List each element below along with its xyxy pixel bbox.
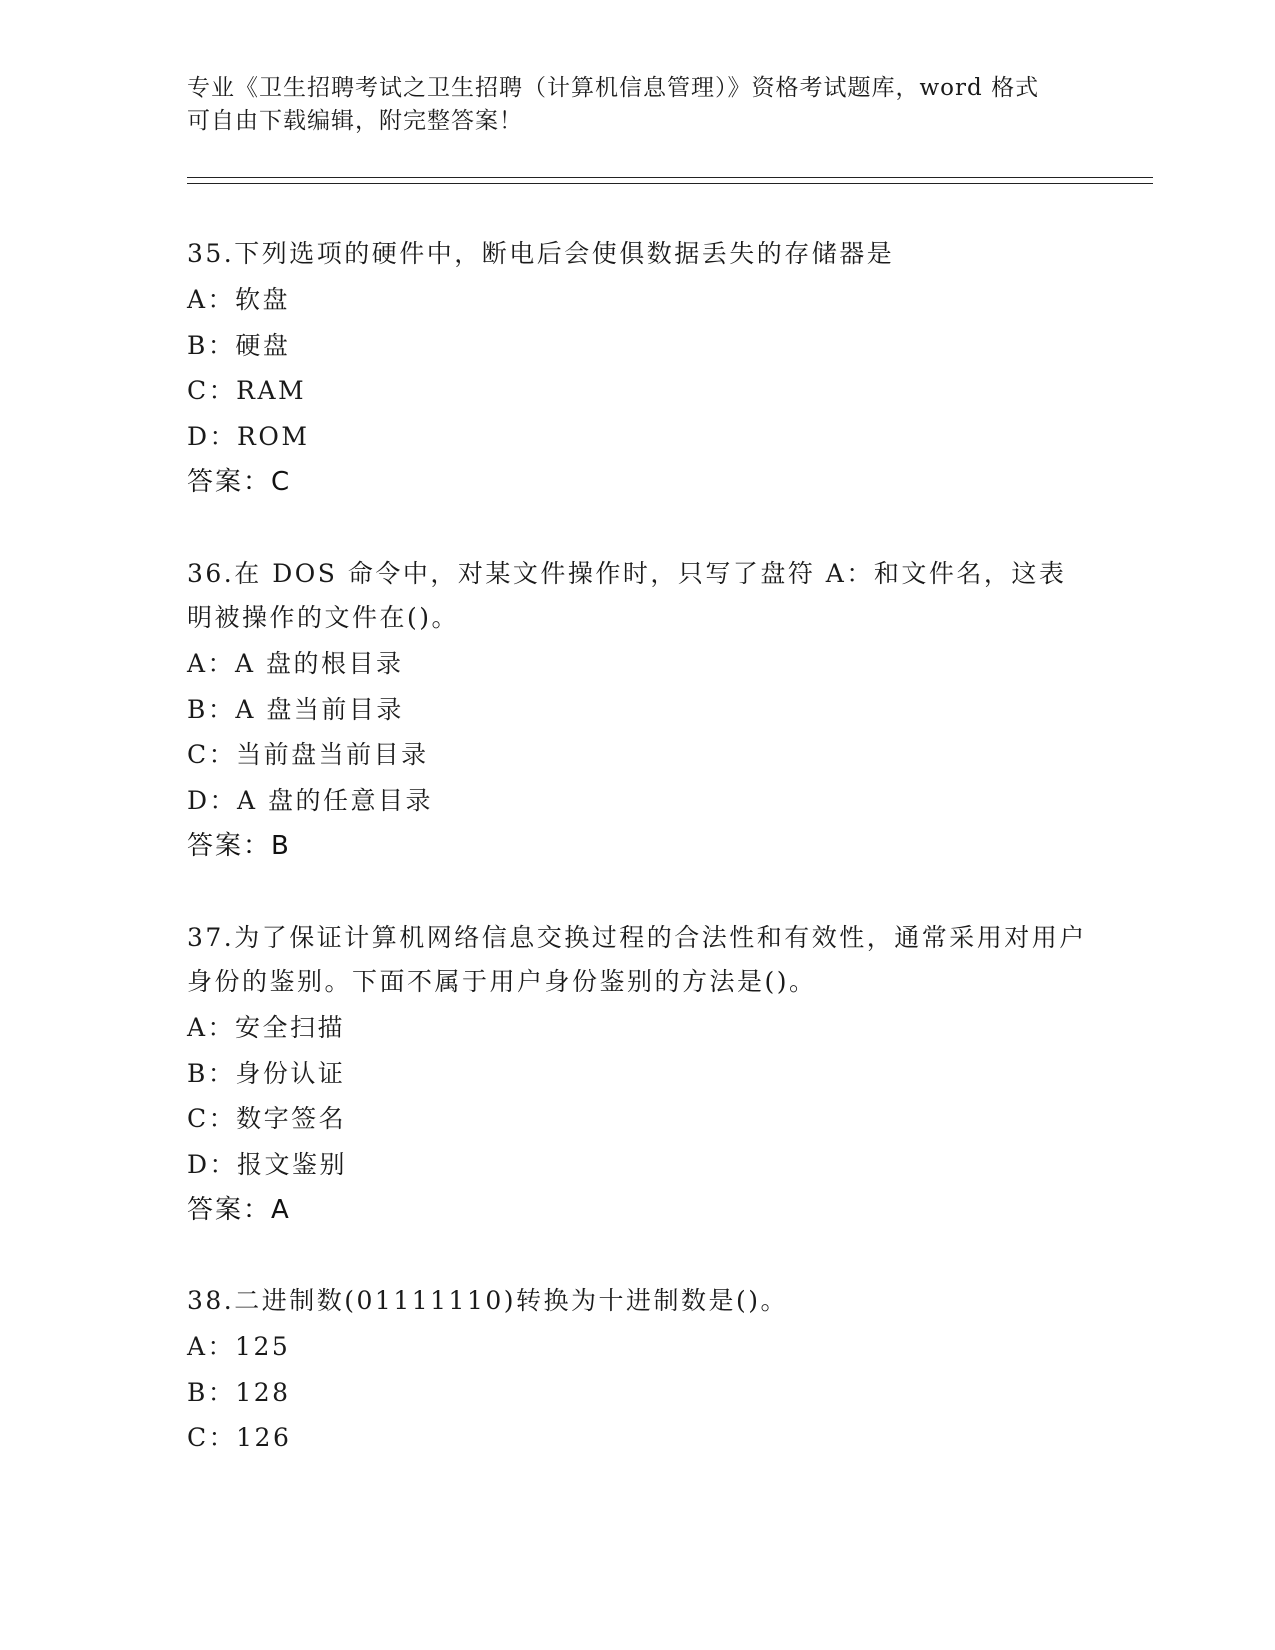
- option-d: D：报文鉴别: [187, 1149, 348, 1179]
- option-c: C：数字签名: [187, 1104, 347, 1133]
- answer: 答案：B: [187, 831, 291, 861]
- header-line-1: 专业《卫生招聘考试之卫生招聘（计算机信息管理）》资格考试题库，word 格式: [187, 75, 1040, 101]
- option-b: B：A 盘当前目录: [187, 694, 404, 724]
- option-d: D：A 盘的任意目录: [187, 785, 434, 815]
- option-a: A：软盘: [187, 285, 291, 314]
- option-b: B：128: [187, 1377, 291, 1407]
- question-stem: 36.在 DOS 命令中，对某文件操作时，只写了盘符 A：和文件名，这表明被操作的文件在()。: [187, 559, 1067, 632]
- document-header: [187, 72, 1087, 138]
- question-36: [187, 552, 1087, 869]
- question-37: [187, 916, 1087, 1233]
- answer: 答案：A: [187, 1195, 291, 1225]
- header-line-2: 可自由下载编辑，附完整答案！: [187, 108, 523, 134]
- option-a: A：125: [187, 1332, 291, 1361]
- option-c: C：126: [187, 1423, 292, 1452]
- answer: 答案：C: [187, 467, 292, 497]
- option-d: D：ROM: [187, 421, 310, 451]
- question-35: [187, 232, 1087, 505]
- question-stem: 35.下列选项的硬件中，断电后会使俱数据丢失的存储器是: [187, 239, 895, 268]
- option-c: C：当前盘当前目录: [187, 740, 429, 769]
- header-divider-bottom: [187, 183, 1153, 184]
- option-a: A：安全扫描: [187, 1013, 346, 1042]
- option-c: C：RAM: [187, 376, 307, 405]
- option-b: B：身份认证: [187, 1058, 346, 1088]
- option-a: A：A 盘的根目录: [187, 649, 404, 678]
- option-b: B：硬盘: [187, 330, 291, 360]
- header-divider-top: [187, 177, 1153, 178]
- question-stem: 38.二进制数(01111110)转换为十进制数是()。: [187, 1286, 789, 1315]
- question-stem: 37.为了保证计算机网络信息交换过程的合法性和有效性，通常采用对用户身份的鉴别。下面不属于用户身份鉴别的方法是()。: [187, 923, 1087, 996]
- question-38: [187, 1279, 1087, 1461]
